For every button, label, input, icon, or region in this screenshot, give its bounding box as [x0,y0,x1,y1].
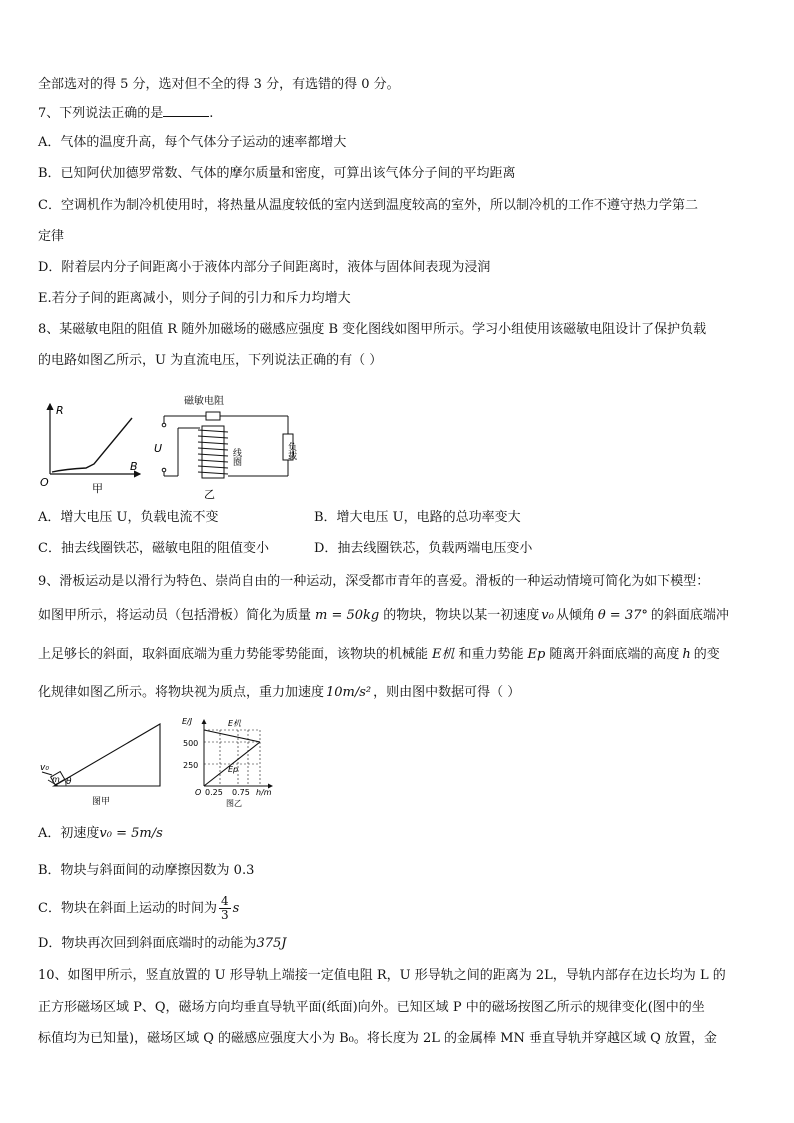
q7-stem [38,104,213,123]
q7-option-d: D．附着层内分子间距离小于液体内部分子间距离时，液体与固体间表现为浸润 [38,260,491,275]
q9-jia-v0: v₀ [40,763,49,773]
e-mech-line [204,730,260,742]
q8-stem-line2: 的电路如图乙所示，U 为直流电压，下列说法正确的有（ ） [38,353,383,368]
q9-g: 10m/s² [326,685,372,700]
q9-stem-line4 [38,684,520,702]
q9-line2a: 如图甲所示，将运动员（包括滑板）简化为质量 [38,608,312,623]
q9-option-a-math: v₀ = 5m/s [99,826,163,841]
q9-yi-e-mech-label: E机 [228,719,242,728]
magnetoresistor [206,412,220,420]
q9-line2c: 从倾角 [555,608,595,623]
q9-mass: m = 50kg [315,608,380,623]
q8-yi-coil-label: 线圈 [231,448,241,466]
q9-stem-line1: 9、滑板运动是以滑行为特色、崇尚自由的一种运动，深受都市青年的喜爱。滑板的一种运动情境可简化为如下模型： [38,574,710,589]
q9-jia-caption: 图甲 [92,797,111,807]
q9-e-mech: E机 [432,647,455,662]
q7-option-c-cont: 定律 [38,229,65,244]
q9-yi-origin: O [195,788,202,797]
q9-yi-caption: 图乙 [226,799,242,808]
q9-yi-x-tick-075: 0.75 [232,788,250,797]
q8-figure-jia [36,398,146,498]
q7-stem-text: 7、下列说法正确的是 [38,106,164,121]
fraction-numerator: 4 [220,894,229,908]
q9-option-d [38,935,286,953]
q9-option-b: B．物块与斜面间的动摩擦因数为 0.3 [38,863,255,878]
q9-line3b: 和重力势能 [458,647,524,662]
q9-option-c [38,894,239,924]
q8-jia-y-label: R [56,404,64,417]
q7-option-b: B．已知阿伏加德罗常数、气体的摩尔质量和密度，可算出该气体分子间的平均距离 [38,166,516,181]
q9-v0: v₀ [541,608,554,623]
q7-option-e: E.若分子间的距离减小，则分子间的引力和斥力均增大 [38,291,351,306]
q7-option-a: A．气体的温度升高，每个气体分子运动的速率都增大 [38,135,347,150]
q9-yi-y-tick-500: 500 [183,739,199,748]
q8-option-c: C．抽去线圈铁芯，磁敏电阻的阻值变小 [38,541,269,556]
q7-stem-end: . [209,106,214,121]
q8-yi-voltage: U [154,442,163,455]
q9-figure-yi [180,712,290,812]
q9-line4b: ，则由图中数据可得（ ） [373,685,521,700]
q8-option-b: B．增大电压 U，电路的总功率变大 [314,510,521,525]
q9-yi-x-axis: h/m [256,788,272,797]
q9-h: h [682,647,691,662]
q9-line3c: 随离开斜面底端的高度 [549,647,680,662]
q8-option-d: D．抽去线圈铁芯，负载两端电压变小 [314,541,533,556]
fraction-denominator: 3 [220,908,229,922]
q9-yi-y-axis: E/J [182,717,193,726]
q8-yi-caption: 乙 [204,488,215,501]
q9-yi-y-tick-250: 250 [183,761,199,770]
q9-figure-jia [38,718,168,810]
q8-jia-caption: 甲 [92,482,103,495]
q10-line2: 正方形磁场区域 P、Q，磁场方向均垂直导轨平面(纸面)向外。已知区域 P 中的磁场按图乙所示的规律变化(图中的坐 [38,1000,705,1015]
q9-yi-x-tick-025: 0.25 [205,788,223,797]
q9-line2b: 的物块，物块以某一初速度 [383,608,540,623]
q9-line2d: 的斜面底端冲 [650,608,729,623]
q9-yi-e-p-label: Ep [228,765,239,774]
q9-option-d-math: 375J [256,936,287,951]
q9-line4a: 化规律如图乙所示。将物块视为质点，重力加速度 [38,685,325,700]
q8-jia-origin: O [40,476,49,489]
q8-yi-top-label: 磁敏电阻 [184,396,224,407]
q9-option-c-fraction [219,895,231,922]
q9-angle: θ = 37° [597,608,648,623]
q8-jia-x-label: B [130,460,138,473]
q8-figure-yi [148,392,308,504]
q9-option-c-unit: s [232,901,240,916]
q9-stem-line3 [38,646,720,664]
q9-e-p: Ep [527,647,546,662]
q9-line3d: 的变 [693,647,720,662]
q9-stem-line2 [38,607,729,625]
intro-line: 全部选对的得 5 分，选对但不全的得 3 分，有选错的得 0 分。 [38,77,400,92]
q7-option-c: C．空调机作为制冷机使用时，将热量从温度较低的室内送到温度较高的室外，所以制冷机的工作不遵守热力学第二 [38,198,698,213]
q9-option-a-text: A．初速度 [38,826,100,841]
q8-option-a: A．增大电压 U，负载电流不变 [38,510,219,525]
q9-line3a: 上足够长的斜面，取斜面底端为重力势能零势能面，该物块的机械能 [38,647,429,662]
q10-line1: 10、如图甲所示，竖直放置的 U 形导轨上端接一定值电阻 R，U 形导轨之间的距离为 2L，导轨内部存在边长均为 L 的 [38,968,726,983]
q8-yi-load-label: 负载 [286,442,296,460]
answer-blank [163,104,209,117]
q9-option-c-text: C．物块在斜面上运动的时间为 [38,901,217,916]
q9-option-a [38,825,163,843]
q8-stem-line1: 8、某磁敏电阻的阻值 R 随外加磁场的磁感应强度 B 变化图线如图甲所示。学习小组使用该磁敏电阻设计了保护负载 [38,322,707,337]
q9-jia-m: m [52,775,60,784]
q9-option-d-text: D．物块再次回到斜面底端时的动能为 [38,936,257,951]
q10-line3: 标值均为已知量)，磁场区域 Q 的磁感应强度大小为 B₀。将长度为 2L 的金属棒 MN 垂直导轨并穿越区域 Q 放置，金 [38,1031,717,1046]
q9-jia-theta: θ [66,777,72,787]
